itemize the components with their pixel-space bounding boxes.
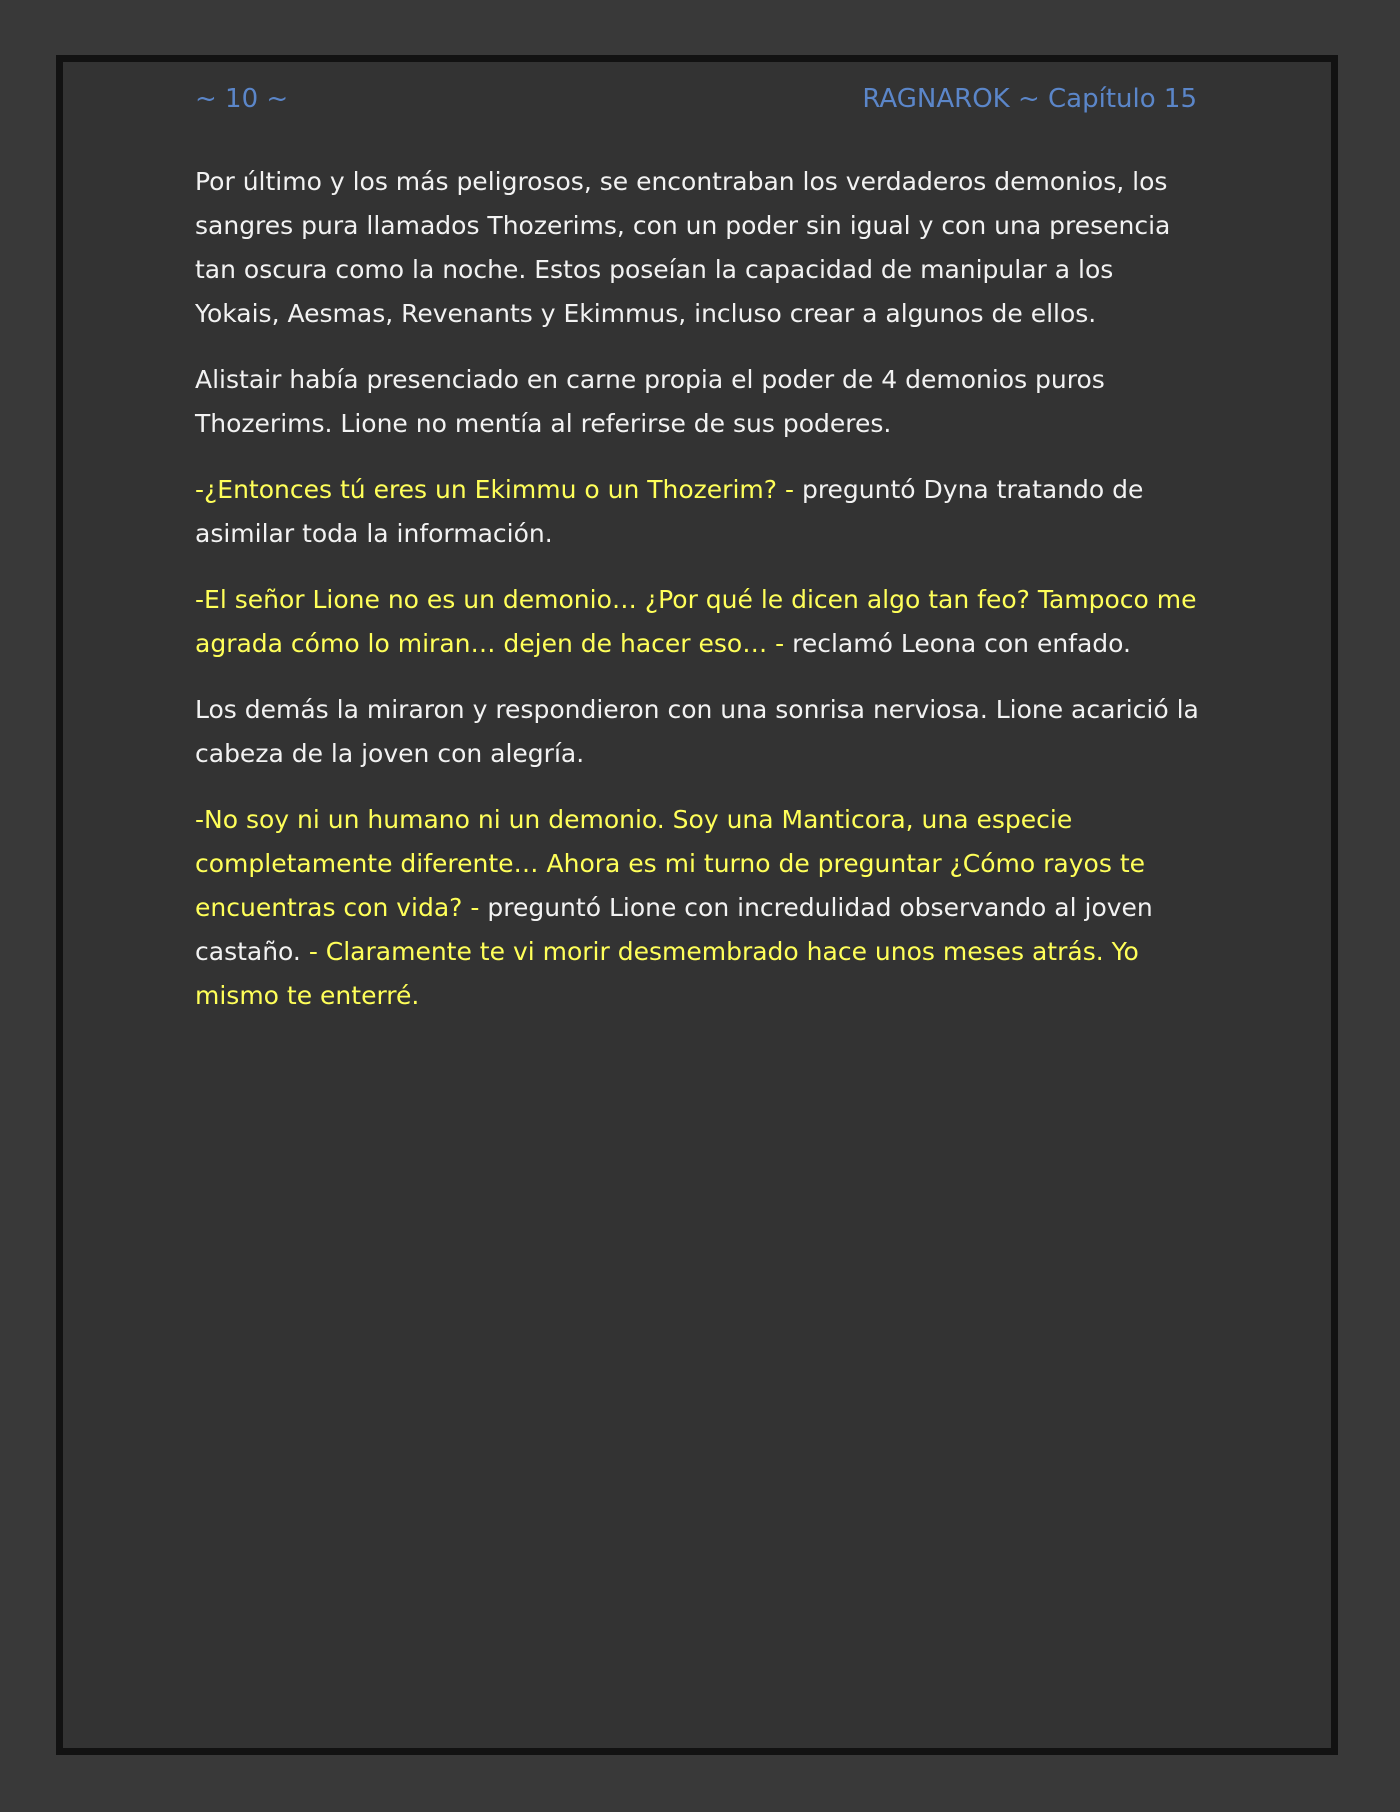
body-text [195,160,1205,1040]
page-number: ~ 10 ~ [195,84,289,114]
narration-text: preguntó Lione con incredulidad observando al joven castaño. [195,893,1153,966]
paragraph [195,358,1205,446]
paragraph [195,798,1205,1018]
narration-text: Los demás la miraron y respondieron con una sonrisa nerviosa. Lione acarició la cabeza de la joven con alegría. [195,695,1199,768]
paragraph [195,468,1205,556]
dialogue-text: -El señor Lione no es un demonio… ¿Por qué le dicen algo tan feo? Tampoco me agrada cómo lo miran… dejen de hacer eso… - [195,585,1197,658]
paragraph [195,578,1205,666]
narration-text: reclamó Leona con enfado. [784,629,1131,658]
narration-text: Alistair había presenciado en carne propia el poder de 4 demonios puros Thozerims. Lione no mentía al referirse de sus poderes. [195,365,1105,438]
chapter-title: RAGNAROK ~ Capítulo 15 [862,84,1197,114]
narration-text: Por último y los más peligrosos, se encontraban los verdaderos demonios, los sangres pura llamados Thozerims, con un poder sin igual y con una presencia tan oscura como la noche. Estos poseían la capacidad de manipular a los Yokais, Aesmas, Revenants y Ekimmus, incluso crear a algunos de ellos. [195,167,1171,328]
paragraph [195,688,1205,776]
page-header [195,84,1197,124]
dialogue-text: -No soy ni un humano ni un demonio. Soy una Manticora, una especie completamente diferente… Ahora es mi turno de preguntar ¿Cómo rayos te encuentras con vida? - [195,805,1145,922]
narration-text: preguntó Dyna tratando de asimilar toda la información. [195,475,1144,548]
paragraph [195,160,1205,336]
dialogue-text: - Claramente te vi morir desmembrado hace unos meses atrás. Yo mismo te enterré. [195,937,1139,1010]
dialogue-text: -¿Entonces tú eres un Ekimmu o un Thozerim? - [195,475,794,504]
